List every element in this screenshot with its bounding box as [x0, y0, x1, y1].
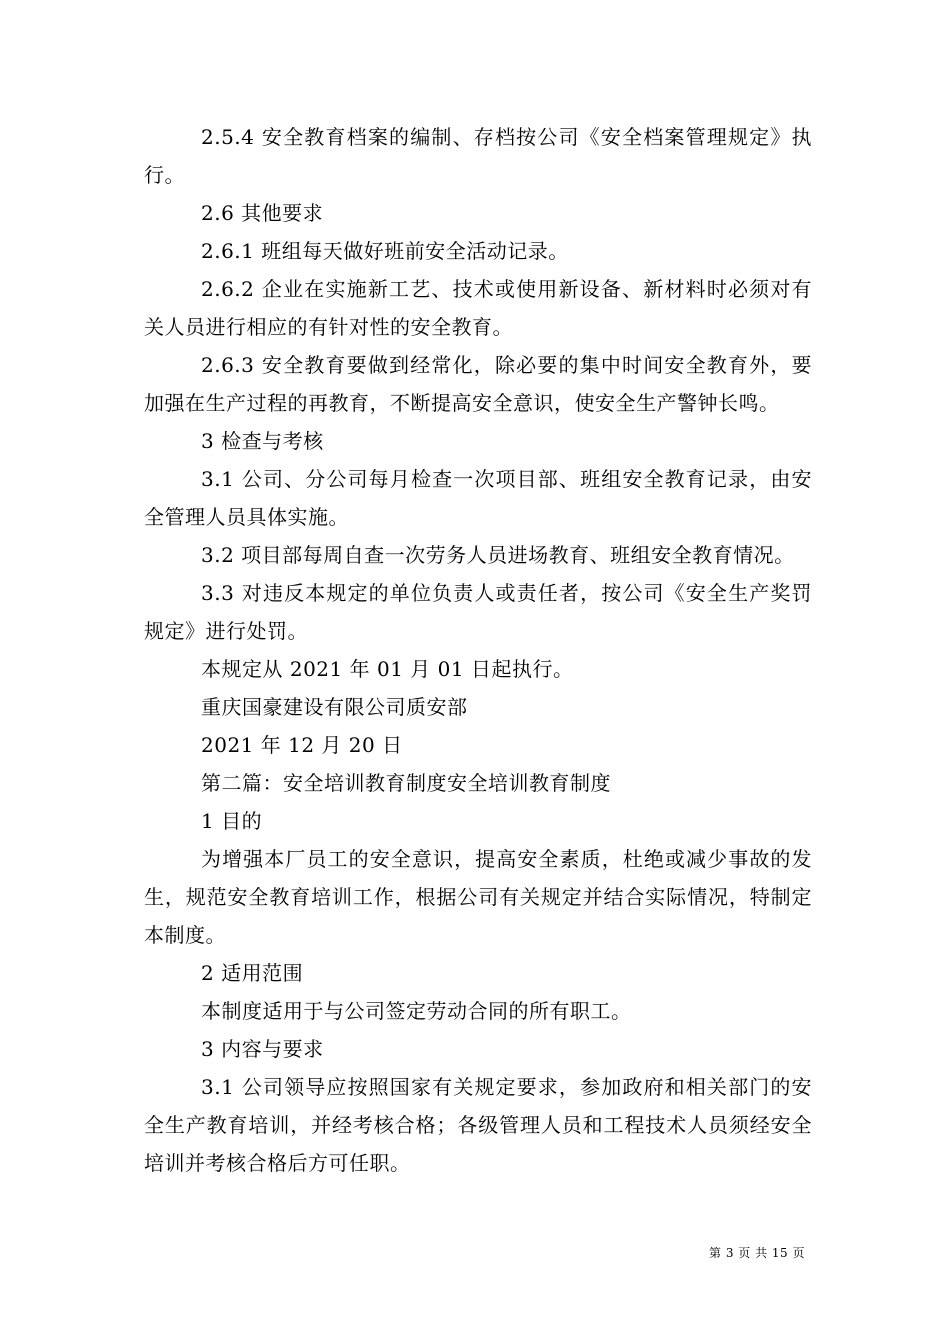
document-body — [144, 118, 812, 1182]
paragraph-2-6-3: 2.6.3 安全教育要做到经常化，除必要的集中时间安全教育外，要加强在生产过程的再教育，不断提高安全意识，使安全生产警钟长鸣。 — [144, 353, 812, 415]
heading-2-6: 2.6 其他要求 — [201, 201, 324, 225]
section-title: 第二篇：安全培训教育制度安全培训教育制度 — [201, 771, 611, 795]
paragraph-3-1-training: 3.1 公司领导应按照国家有关规定要求，参加政府和相关部门的安全生产教育培训，并经考核合格；各级管理人员和工程技术人员须经安全培训并考核合格后方可任职。 — [144, 1075, 812, 1175]
paragraph-purpose: 为增强本厂员工的安全意识，提高安全素质，杜绝或减少事故的发生，规范安全教育培训工作，根据公司有关规定并结合实际情况，特制定本制度。 — [144, 847, 812, 947]
issue-date-line: 2021 年 12 月 20 日 — [201, 733, 403, 757]
heading-scope: 2 适用范围 — [201, 961, 304, 985]
heading-content-requirements: 3 内容与要求 — [201, 1037, 324, 1061]
paragraph-2-6-2: 2.6.2 企业在实施新工艺、技术或使用新设备、新材料时必须对有关人员进行相应的有针对性的安全教育。 — [144, 277, 812, 339]
heading-3: 3 检查与考核 — [201, 429, 324, 453]
paragraph-3-2: 3.2 项目部每周自查一次劳务人员进场教育、班组安全教育情况。 — [201, 543, 795, 567]
heading-purpose: 1 目的 — [201, 809, 263, 833]
page-number-footer: 第 3 页 共 15 页 — [709, 1246, 805, 1260]
paragraph-2-5-4: 2.5.4 安全教育档案的编制、存档按公司《安全档案管理规定》执行。 — [144, 125, 812, 187]
paragraph-3-3: 3.3 对违反本规定的单位负责人或责任者，按公司《安全生产奖罚规定》进行处罚。 — [144, 581, 812, 643]
issuer-line: 重庆国豪建设有限公司质安部 — [201, 695, 468, 719]
effective-date-line: 本规定从 2021 年 01 月 01 日起执行。 — [201, 657, 574, 681]
paragraph-2-6-1: 2.6.1 班组每天做好班前安全活动记录。 — [201, 239, 569, 263]
paragraph-scope: 本制度适用于与公司签定劳动合同的所有职工。 — [201, 999, 632, 1023]
paragraph-3-1: 3.1 公司、分公司每月检查一次项目部、班组安全教育记录，由安全管理人员具体实施。 — [144, 467, 812, 529]
